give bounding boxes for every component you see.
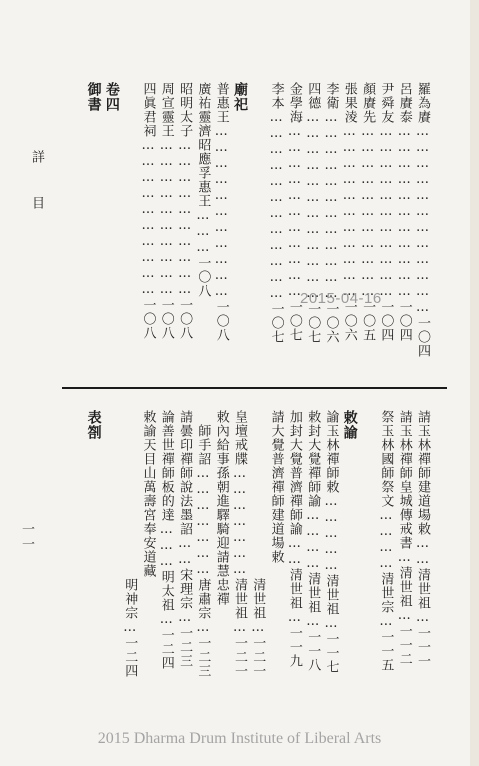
entry-column: 明神宗…一二四	[122, 410, 138, 678]
page-edge	[470, 0, 479, 766]
entry-column: 四德………………………………一〇七	[305, 82, 321, 344]
entry-column: 敕封大覺禪師諭…………清世祖…一一八	[305, 410, 321, 672]
entry-column: 羅為賡………………………………一〇四	[415, 82, 430, 358]
entry-column: 昭明太子…………………………一〇八	[177, 82, 193, 340]
entry-column: 論善世禪師板的達………明太祖…一二四	[158, 410, 174, 670]
entry-column: 呂賡泰……………………………一〇四	[396, 82, 412, 342]
entry-column: 顏賡先……………………………一〇五	[360, 82, 376, 342]
entry-column: 清世祖…一二一	[250, 410, 266, 678]
entry-column: 請曇印禪師說法墨詔……宋理宗…一二三	[177, 410, 193, 668]
entry-column: 請大覺普濟禪師建道場敕	[268, 410, 284, 564]
entry-column: 尹舜友……………………………一〇四	[378, 82, 394, 342]
entry-column: 李本………………………………一〇七	[268, 82, 284, 344]
section-heading: 卷四	[103, 82, 120, 112]
entry-column: 張果淩……………………………一〇六	[341, 82, 357, 342]
entry-column: 金學海……………………………一〇七	[286, 82, 302, 342]
entry-column: 師手詔…………………唐肅宗…一二三	[195, 410, 211, 678]
page-number: 一一	[19, 522, 34, 552]
section-heading: 表劄	[85, 410, 102, 440]
entry-column: 廣祐靈濟昭應孚惠王………一〇八	[195, 82, 211, 298]
entry-column: 敕內給事孫朝進驛騎迎請慧忠禪	[213, 410, 229, 606]
section-heading: 御書	[85, 82, 102, 112]
section-heading: 廟祀	[232, 82, 248, 112]
footer-credit: 2015 Dharma Drum Institute of Liberal Arts	[97, 730, 382, 747]
entry-column: 普惠王……………………………一〇八	[213, 82, 229, 342]
section-heading: 敕諭	[341, 410, 358, 440]
entry-column: 敕諭天目山萬壽宮奉安道藏	[140, 410, 156, 578]
entry-column: 皇壇戒牒…………………清世祖…一二一	[232, 410, 247, 678]
entry-column: 諭玉林禪師敕……………清世祖…一一七	[323, 410, 339, 674]
date-stamp: 2015-04-16	[300, 290, 382, 307]
divider-line	[62, 387, 447, 389]
entry-column: 請玉林禪師建道場敕……清世祖…一一一	[415, 410, 430, 668]
entry-column: 加封大覺普濟禪師諭……清世祖…一一九	[286, 410, 302, 668]
entry-column: 請玉林禪師皇城傳戒書…清世祖…一一二	[396, 410, 412, 666]
entry-column: 周宣靈王…………………………一〇八	[158, 82, 174, 340]
entry-column: 四眞君祠…………………………一〇八	[140, 82, 156, 340]
entry-column: 祭玉林國師祭文…………清世宗…一一五	[378, 410, 394, 672]
entry-column: 李衛………………………………一〇六	[323, 82, 339, 344]
section-side-title: 詳 目	[29, 150, 44, 219]
